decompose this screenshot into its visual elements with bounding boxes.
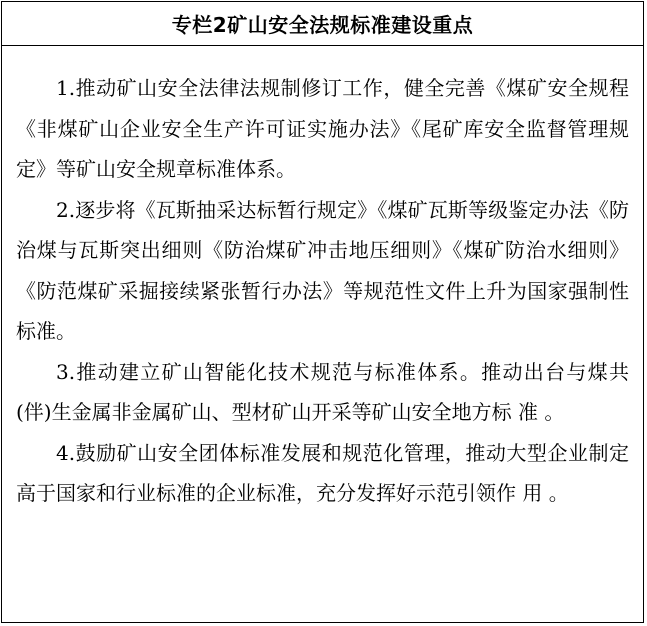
paragraph-3: 3.推动建立矿山智能化技术规范与标准体系。推动出台与煤共(伴)生金属非金属矿山、型材矿山开采等矿山安全地方标 准 。 [16, 359, 629, 424]
column-content [2, 46, 643, 514]
column-title: 专栏2矿山安全法规标准建设重点 [171, 13, 474, 37]
column-box [1, 1, 644, 623]
paragraph-1: 1.推动矿山安全法律法规制修订工作，健全完善《煤矿安全规程《非煤矿山企业安全生产许可证实施办法》《尾矿库安全监督管理规定》等矿山安全规章标准体系。 [16, 76, 629, 181]
column-header [2, 2, 643, 46]
paragraph-4: 4.鼓励矿山安全团体标准发展和规范化管理，推动大型企业制定高于国家和行业标准的企业标准，充分发挥好示范引领作 用 。 [16, 440, 629, 505]
paragraph-2: 2.逐步将《瓦斯抽采达标暂行规定》《煤矿瓦斯等级鉴定办法《防治煤与瓦斯突出细则《防治煤矿冲击地压细则》《煤矿防治水细则》《防范煤矿采掘接续紧张暂行办法》等规范性文件上升为国家强制性标准。 [16, 197, 629, 343]
